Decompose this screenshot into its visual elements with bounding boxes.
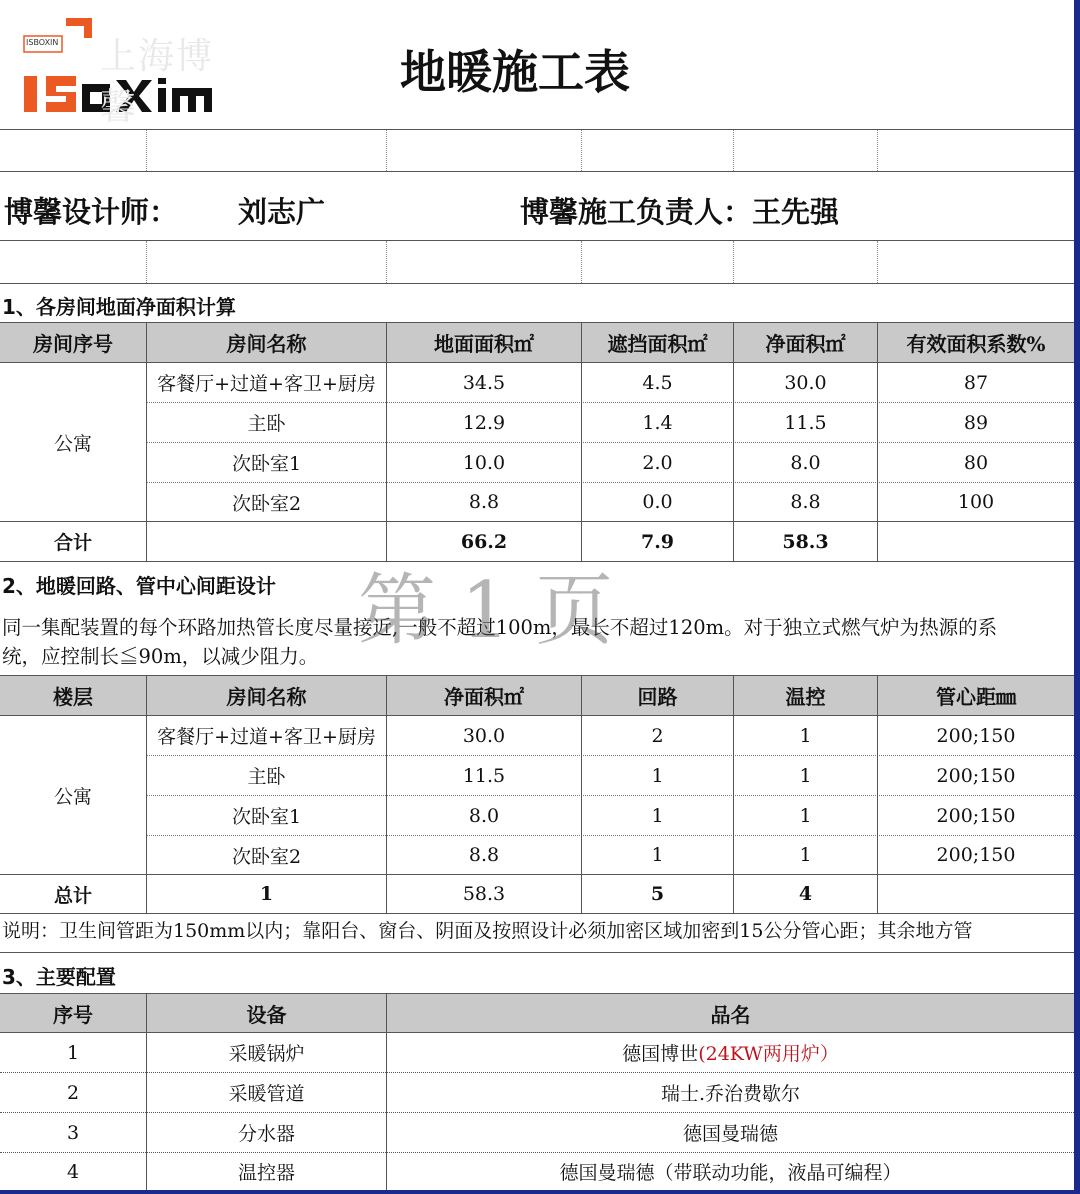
section2-note-line2: 统，应控制长≦90m，以减少阻力。 xyxy=(2,645,319,668)
page-number-watermark: 第 1 页 xyxy=(358,566,614,656)
s2-row1-name: 客餐厅+过道+客卫+厨房 xyxy=(157,726,376,748)
s1-total-blocked: 7.9 xyxy=(640,530,675,553)
section2-title: 2、地暖回路、管中心间距设计 xyxy=(2,574,276,598)
s1-row4-coef: 100 xyxy=(957,491,995,513)
s2-row3-name: 次卧室1 xyxy=(231,806,302,828)
s1-row1-name: 客餐厅+过道+客卫+厨房 xyxy=(157,373,376,395)
s1-header-room-name: 房间名称 xyxy=(147,323,386,362)
s2-total-label: 总计 xyxy=(53,884,92,907)
s3-header-no: 序号 xyxy=(0,994,146,1032)
s1-row2-blocked: 1.4 xyxy=(642,411,673,434)
company-logo xyxy=(20,14,220,128)
s1-row1-floor: 34.5 xyxy=(462,371,506,394)
s2-row3-thermo: 1 xyxy=(799,804,812,827)
s2-header-net-area: 净面积㎡ xyxy=(387,676,581,715)
s1-header-coefficient: 有效面积系数% xyxy=(878,323,1074,362)
s3-header-device: 设备 xyxy=(147,994,386,1032)
s2-group-cell: 公寓 xyxy=(53,785,92,808)
construction-manager: 博馨施工负责人：王先强 xyxy=(520,195,840,229)
s1-row4-name: 次卧室2 xyxy=(231,492,302,515)
designer-label: 博馨设计师： xyxy=(4,195,179,229)
section2-explanation xyxy=(2,914,1074,952)
s1-row2-name: 主卧 xyxy=(247,413,286,435)
s3-row2-device: 采暖管道 xyxy=(228,1083,305,1105)
s3-row1-no: 1 xyxy=(66,1041,80,1064)
s3-row1-brand xyxy=(387,1033,1074,1072)
s3-row3-no: 3 xyxy=(66,1121,80,1144)
s3-row4-device: 温控器 xyxy=(237,1162,295,1184)
s1-row1-coef: 87 xyxy=(963,371,989,394)
logo-mini-text: ISBOXIN xyxy=(26,38,59,47)
s2-row4-spacing: 200;150 xyxy=(936,844,1016,866)
s2-total-loops: 5 xyxy=(650,883,665,905)
s2-header-room-name: 房间名称 xyxy=(147,676,386,715)
s1-total-net: 58.3 xyxy=(782,530,829,553)
s2-row2-name: 主卧 xyxy=(247,766,286,788)
s3-row4-no: 4 xyxy=(66,1160,80,1183)
s3-row3-device: 分水器 xyxy=(237,1123,295,1145)
page-title: 地暖施工表 xyxy=(400,45,630,99)
s1-header-net-area: 净面积㎡ xyxy=(734,323,877,362)
s3-row4-brand: 德国曼瑞德（带联动功能，液晶可编程） xyxy=(559,1162,902,1184)
company-watermark-text: 上海博馨 xyxy=(100,36,215,128)
s2-header-floor: 楼层 xyxy=(0,676,146,715)
s1-group-cell: 公寓 xyxy=(53,432,92,455)
s1-row1-net: 30.0 xyxy=(784,371,827,394)
s1-total-name xyxy=(147,522,386,561)
s2-total-spacing xyxy=(878,875,1074,913)
s1-header-room-no: 房间序号 xyxy=(0,323,146,362)
s2-row4-loops: 1 xyxy=(651,844,664,866)
s2-row1-thermo: 1 xyxy=(799,724,812,747)
s1-total-coef xyxy=(878,522,1074,561)
s2-row2-loops: 1 xyxy=(651,764,664,787)
s3-row2-brand: 瑞士.乔治费歇尔 xyxy=(660,1083,801,1105)
s1-row2-coef: 89 xyxy=(963,411,989,434)
s2-row2-net: 11.5 xyxy=(462,764,506,787)
s1-row3-name: 次卧室1 xyxy=(231,453,302,475)
s1-header-floor-area: 地面面积㎡ xyxy=(387,323,581,362)
s2-total-thermo: 4 xyxy=(798,883,813,905)
s2-header-thermostat: 温控 xyxy=(734,676,877,715)
s2-row3-net: 8.0 xyxy=(468,804,500,827)
s2-row3-spacing: 200;150 xyxy=(936,804,1016,827)
s2-header-pipe-spacing: 管心距㎜ xyxy=(878,676,1074,715)
s1-row4-floor: 8.8 xyxy=(468,491,500,513)
section2-note-line1: 同一集配装置的每个环路加热管长度尽量接近,一般不超过100m，最长不超过120m。对于独立式燃气炉为热源的系 xyxy=(2,616,998,639)
s1-total-floor: 66.2 xyxy=(460,530,508,553)
s3-row1-device: 采暖锅炉 xyxy=(228,1043,305,1065)
s1-row2-net: 11.5 xyxy=(784,411,827,434)
explanation-text: 说明：卫生间管距为150mm以内；靠阳台、窗台、阴面及按照设计必须加密区域加密到15公分管心距；其余地方管 xyxy=(2,920,973,942)
designer-name: 刘志广 xyxy=(238,195,326,229)
s3-header-brand: 品名 xyxy=(387,994,1074,1032)
s1-row3-net: 8.0 xyxy=(790,451,821,474)
s2-row1-loops: 2 xyxy=(651,724,664,747)
s2-header-loops: 回路 xyxy=(582,676,733,715)
s2-row1-spacing: 200;150 xyxy=(936,724,1016,747)
s2-row4-thermo: 1 xyxy=(799,844,812,866)
section1-title: 1、各房间地面净面积计算 xyxy=(2,295,236,319)
s3-row2-no: 2 xyxy=(66,1081,80,1104)
s1-row1-blocked: 4.5 xyxy=(642,371,673,394)
s2-row1-net: 30.0 xyxy=(462,724,506,747)
s2-total-net: 58.3 xyxy=(462,883,506,905)
s1-row4-blocked: 0.0 xyxy=(642,491,673,513)
s1-row3-floor: 10.0 xyxy=(462,451,506,474)
s1-row3-blocked: 2.0 xyxy=(642,451,673,474)
s2-row2-spacing: 200;150 xyxy=(936,764,1016,787)
s3-row3-brand: 德国曼瑞德 xyxy=(682,1123,778,1145)
s3-row1-brand-name: 德国博世 xyxy=(622,1043,699,1065)
s1-row2-floor: 12.9 xyxy=(462,411,506,434)
s2-row4-net: 8.8 xyxy=(468,844,500,866)
s1-row4-net: 8.8 xyxy=(790,491,821,513)
s2-total-name: 1 xyxy=(259,883,274,905)
s2-row2-thermo: 1 xyxy=(799,764,812,787)
s2-row4-name: 次卧室2 xyxy=(231,845,302,868)
section3-title: 3、主要配置 xyxy=(2,965,116,989)
s3-row1-brand-spec: (24KW两用炉） xyxy=(698,1043,839,1065)
s1-total-label: 合计 xyxy=(53,532,92,554)
s1-row3-coef: 80 xyxy=(963,451,989,474)
s2-row3-loops: 1 xyxy=(651,804,664,827)
s1-header-blocked-area: 遮挡面积㎡ xyxy=(582,323,733,362)
